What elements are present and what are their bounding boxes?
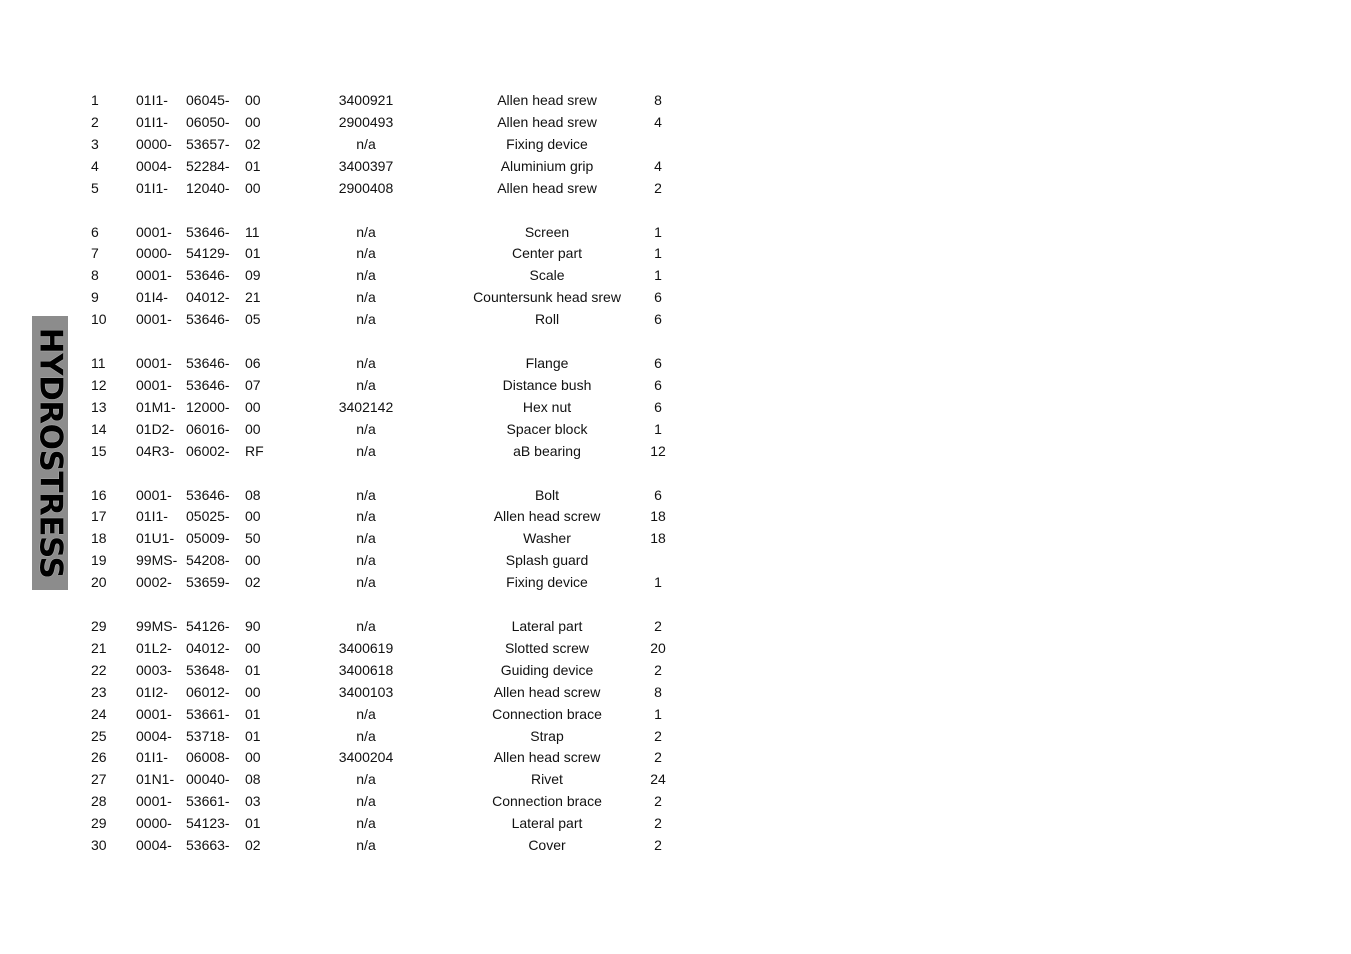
part-code-a: 01I4- xyxy=(136,289,168,306)
part-description: Connection brace xyxy=(492,793,602,810)
part-code-b: 53718- xyxy=(186,727,230,744)
parts-row xyxy=(0,265,700,285)
reference-number: 3400103 xyxy=(338,683,394,700)
part-code-b: 53659- xyxy=(186,574,230,591)
quantity: 6 xyxy=(654,486,662,503)
part-code-b: 06016- xyxy=(186,420,230,437)
part-code-c: 00 xyxy=(245,113,261,130)
parts-row xyxy=(0,485,700,505)
part-code-b: 53657- xyxy=(186,135,230,152)
item-number: 3 xyxy=(91,135,99,152)
part-description: Spacer block xyxy=(506,420,588,437)
part-code-c: 00 xyxy=(245,639,261,656)
reference-number: n/a xyxy=(356,267,376,284)
parts-row xyxy=(0,726,700,746)
reference-number: 3402142 xyxy=(338,398,394,415)
item-number: 7 xyxy=(91,245,99,262)
part-code-a: 0001- xyxy=(136,355,172,371)
parts-row xyxy=(0,616,700,636)
part-code-a: 0001- xyxy=(136,311,172,328)
part-code-b: 06050- xyxy=(186,113,230,130)
item-number: 19 xyxy=(91,552,107,569)
parts-row xyxy=(0,638,700,658)
part-description: aB bearing xyxy=(513,442,581,459)
part-code-b: 04012- xyxy=(186,289,230,306)
part-code-a: 01I1- xyxy=(136,113,168,130)
part-description: Allen head srew xyxy=(497,179,597,196)
parts-row xyxy=(0,134,700,154)
parts-row xyxy=(0,660,700,680)
part-description: Allen head screw xyxy=(493,508,601,525)
part-code-a: 01U1- xyxy=(136,530,175,547)
reference-number: 2900493 xyxy=(338,113,394,130)
part-code-b: 53661- xyxy=(186,705,230,722)
reference-number: n/a xyxy=(356,618,376,634)
reference-number: n/a xyxy=(356,289,376,306)
part-description: Allen head screw xyxy=(493,749,601,766)
item-number: 27 xyxy=(91,771,107,788)
part-description: Aluminium grip xyxy=(500,157,594,174)
reference-number: 3400619 xyxy=(338,639,394,656)
quantity: 2 xyxy=(654,661,662,678)
part-description: Fixing device xyxy=(506,574,588,591)
item-number: 16 xyxy=(91,486,107,503)
part-code-b: 04012- xyxy=(186,639,230,656)
part-code-c: 00 xyxy=(245,552,261,569)
part-description: Bolt xyxy=(534,486,560,503)
part-code-c: 03 xyxy=(245,793,261,810)
part-code-a: 99MS- xyxy=(136,618,178,634)
quantity: 2 xyxy=(654,727,662,744)
part-code-b: 06008- xyxy=(186,749,230,766)
reference-number: 3400397 xyxy=(338,157,394,174)
reference-number: n/a xyxy=(356,311,376,328)
brand-label: HYDROSTRESS xyxy=(32,327,68,579)
quantity: 12 xyxy=(650,442,666,459)
part-code-b: 53646- xyxy=(186,223,230,240)
part-code-b: 54208- xyxy=(186,552,230,569)
part-code-b: 53663- xyxy=(186,837,230,853)
part-code-b: 53661- xyxy=(186,793,230,810)
part-description: Allen head srew xyxy=(497,92,597,108)
parts-row xyxy=(0,353,700,373)
item-number: 15 xyxy=(91,442,107,459)
reference-number: n/a xyxy=(356,223,376,240)
part-code-a: 01N1- xyxy=(136,771,175,788)
parts-row xyxy=(0,813,700,833)
part-code-c: 21 xyxy=(245,289,261,306)
reference-number: 3400618 xyxy=(338,661,394,678)
quantity: 8 xyxy=(654,683,662,700)
part-code-c: 06 xyxy=(245,355,261,371)
reference-number: n/a xyxy=(356,376,376,393)
part-code-a: 99MS- xyxy=(136,552,178,569)
item-number: 11 xyxy=(91,355,106,371)
part-description: Washer xyxy=(523,530,571,547)
part-description: Cover xyxy=(528,837,566,853)
item-number: 14 xyxy=(91,420,107,437)
reference-number: n/a xyxy=(356,705,376,722)
part-code-c: 00 xyxy=(245,92,261,108)
reference-number: n/a xyxy=(356,574,376,591)
item-number: 29 xyxy=(91,618,107,634)
part-code-c: 00 xyxy=(245,420,261,437)
reference-number: n/a xyxy=(356,245,376,262)
item-number: 9 xyxy=(91,289,99,306)
part-code-a: 0003- xyxy=(136,661,172,678)
parts-row xyxy=(0,243,700,263)
parts-row xyxy=(0,791,700,811)
part-code-a: 01I1- xyxy=(136,92,168,108)
part-code-a: 01D2- xyxy=(136,420,175,437)
part-description: Countersunk head srew xyxy=(473,289,621,306)
part-code-b: 12040- xyxy=(186,179,230,196)
part-code-a: 01I1- xyxy=(136,179,168,196)
part-code-c: 02 xyxy=(245,574,261,591)
item-number: 22 xyxy=(91,661,107,678)
part-code-a: 0004- xyxy=(136,727,172,744)
part-description: Allen head srew xyxy=(497,113,597,130)
quantity: 6 xyxy=(654,311,662,328)
part-description: Lateral part xyxy=(511,815,583,832)
item-number: 29 xyxy=(91,815,107,832)
part-code-b: 54126- xyxy=(186,618,230,634)
part-code-b: 06002- xyxy=(186,442,230,459)
item-number: 6 xyxy=(91,223,99,240)
part-code-c: RF xyxy=(245,442,264,459)
quantity: 6 xyxy=(654,398,662,415)
parts-row xyxy=(0,528,700,548)
reference-number: n/a xyxy=(356,508,376,525)
parts-row xyxy=(0,112,700,132)
item-number: 20 xyxy=(91,574,107,591)
part-code-b: 00040- xyxy=(186,771,230,788)
part-code-a: 01I1- xyxy=(136,749,168,766)
part-code-c: 02 xyxy=(245,837,261,853)
part-description: Guiding device xyxy=(500,661,594,678)
part-code-c: 01 xyxy=(245,661,261,678)
part-code-c: 00 xyxy=(245,749,261,766)
parts-row xyxy=(0,704,700,724)
part-code-c: 05 xyxy=(245,311,261,328)
reference-number: n/a xyxy=(356,355,376,371)
part-description: Allen head screw xyxy=(493,683,601,700)
part-code-c: 01 xyxy=(245,815,261,832)
part-code-c: 01 xyxy=(245,705,261,722)
part-code-b: 05025- xyxy=(186,508,230,525)
quantity: 2 xyxy=(654,793,662,810)
parts-row xyxy=(0,769,700,789)
part-code-a: 01I1- xyxy=(136,508,168,525)
quantity: 2 xyxy=(654,815,662,832)
quantity: 1 xyxy=(654,267,662,284)
part-code-a: 0001- xyxy=(136,705,172,722)
parts-row xyxy=(0,419,700,439)
part-description: Lateral part xyxy=(511,618,583,634)
part-code-b: 53646- xyxy=(186,267,230,284)
parts-row xyxy=(0,397,700,417)
part-code-c: 09 xyxy=(245,267,261,284)
item-number: 17 xyxy=(91,508,107,525)
part-description: Scale xyxy=(529,267,565,284)
part-code-c: 00 xyxy=(245,508,261,525)
quantity: 18 xyxy=(650,530,666,547)
quantity: 1 xyxy=(654,705,662,722)
quantity: 1 xyxy=(654,245,662,262)
part-code-a: 0000- xyxy=(136,245,172,262)
part-code-c: 01 xyxy=(245,157,261,174)
reference-number: n/a xyxy=(356,815,376,832)
parts-row xyxy=(0,375,700,395)
part-code-a: 0001- xyxy=(136,793,172,810)
part-description: Distance bush xyxy=(502,376,592,393)
part-code-c: 00 xyxy=(245,398,261,415)
item-number: 12 xyxy=(91,376,107,393)
part-code-a: 01L2- xyxy=(136,639,172,656)
parts-row xyxy=(0,550,700,570)
quantity: 1 xyxy=(654,574,662,591)
part-code-a: 0001- xyxy=(136,267,172,284)
part-code-a: 0001- xyxy=(136,486,172,503)
reference-number: 3400921 xyxy=(338,92,394,108)
item-number: 2 xyxy=(91,113,99,130)
item-number: 25 xyxy=(91,727,107,744)
part-code-c: 02 xyxy=(245,135,261,152)
part-code-b: 54129- xyxy=(186,245,230,262)
part-description: Roll xyxy=(534,311,560,328)
part-code-a: 01M1- xyxy=(136,398,176,415)
part-code-c: 08 xyxy=(245,771,261,788)
quantity: 6 xyxy=(654,355,662,371)
parts-row xyxy=(0,441,700,461)
part-description: Hex nut xyxy=(522,398,572,415)
reference-number: n/a xyxy=(356,486,376,503)
parts-row xyxy=(0,747,700,767)
parts-row xyxy=(0,156,700,176)
part-description: Screen xyxy=(524,223,570,240)
part-code-b: 53646- xyxy=(186,355,230,371)
item-number: 24 xyxy=(91,705,107,722)
reference-number: n/a xyxy=(356,771,376,788)
item-number: 10 xyxy=(91,311,107,328)
parts-row xyxy=(0,682,700,702)
item-number: 5 xyxy=(91,179,99,196)
part-code-b: 53646- xyxy=(186,486,230,503)
part-code-a: 0004- xyxy=(136,157,172,174)
parts-row xyxy=(0,835,700,855)
part-code-c: 50 xyxy=(245,530,261,547)
reference-number: n/a xyxy=(356,135,376,152)
reference-number: n/a xyxy=(356,727,376,744)
part-code-a: 0001- xyxy=(136,376,172,393)
part-code-c: 07 xyxy=(245,376,261,393)
part-code-c: 01 xyxy=(245,727,261,744)
reference-number: n/a xyxy=(356,793,376,810)
quantity: 2 xyxy=(654,179,662,196)
part-code-b: 53648- xyxy=(186,661,230,678)
parts-row xyxy=(0,309,700,329)
item-number: 4 xyxy=(91,157,99,174)
part-description: Strap xyxy=(530,727,564,744)
reference-number: 3400204 xyxy=(338,749,394,766)
part-description: Center part xyxy=(511,245,583,262)
quantity: 6 xyxy=(654,289,662,306)
quantity: 18 xyxy=(650,508,666,525)
item-number: 28 xyxy=(91,793,107,810)
quantity: 2 xyxy=(654,837,662,853)
part-code-b: 06012- xyxy=(186,683,230,700)
parts-row xyxy=(0,90,700,110)
reference-number: n/a xyxy=(356,420,376,437)
item-number: 18 xyxy=(91,530,107,547)
part-code-c: 11 xyxy=(245,223,260,240)
reference-number: n/a xyxy=(356,530,376,547)
quantity: 24 xyxy=(650,771,666,788)
part-description: Splash guard xyxy=(505,552,589,569)
item-number: 21 xyxy=(91,639,107,656)
item-number: 26 xyxy=(91,749,107,766)
quantity: 20 xyxy=(650,639,666,656)
part-description: Slotted screw xyxy=(504,639,590,656)
part-description: Rivet xyxy=(531,771,563,788)
part-code-c: 00 xyxy=(245,179,261,196)
part-code-b: 12000- xyxy=(186,398,230,415)
part-code-c: 01 xyxy=(245,245,261,262)
quantity: 8 xyxy=(654,92,662,108)
item-number: 23 xyxy=(91,683,107,700)
parts-row xyxy=(0,572,700,592)
part-code-b: 52284- xyxy=(186,157,230,174)
part-code-b: 05009- xyxy=(186,530,230,547)
part-code-c: 00 xyxy=(245,683,261,700)
part-code-b: 53646- xyxy=(186,311,230,328)
part-code-a: 0004- xyxy=(136,837,172,853)
part-code-a: 0000- xyxy=(136,135,172,152)
parts-row xyxy=(0,222,700,242)
reference-number: 2900408 xyxy=(338,179,394,196)
quantity: 4 xyxy=(654,113,662,130)
part-code-a: 04R3- xyxy=(136,442,175,459)
part-description: Fixing device xyxy=(506,135,588,152)
part-code-a: 01I2- xyxy=(136,683,168,700)
part-code-b: 06045- xyxy=(186,92,230,108)
parts-row xyxy=(0,506,700,526)
quantity: 2 xyxy=(654,749,662,766)
part-description: Connection brace xyxy=(492,705,602,722)
item-number: 8 xyxy=(91,267,99,284)
item-number: 30 xyxy=(91,837,107,853)
reference-number: n/a xyxy=(356,552,376,569)
quantity: 4 xyxy=(654,157,662,174)
part-code-b: 54123- xyxy=(186,815,230,832)
part-description: Flange xyxy=(525,355,569,371)
quantity: 6 xyxy=(654,376,662,393)
quantity: 1 xyxy=(654,420,662,437)
item-number: 13 xyxy=(91,398,107,415)
parts-row xyxy=(0,287,700,307)
item-number: 1 xyxy=(91,92,99,108)
part-code-a: 0001- xyxy=(136,223,172,240)
reference-number: n/a xyxy=(356,837,376,853)
part-code-a: 0002- xyxy=(136,574,172,591)
part-code-c: 08 xyxy=(245,486,261,503)
part-code-c: 90 xyxy=(245,618,261,634)
quantity: 2 xyxy=(654,618,662,634)
part-code-b: 53646- xyxy=(186,376,230,393)
part-code-a: 0000- xyxy=(136,815,172,832)
reference-number: n/a xyxy=(356,442,376,459)
quantity: 1 xyxy=(654,223,662,240)
parts-row xyxy=(0,178,700,198)
